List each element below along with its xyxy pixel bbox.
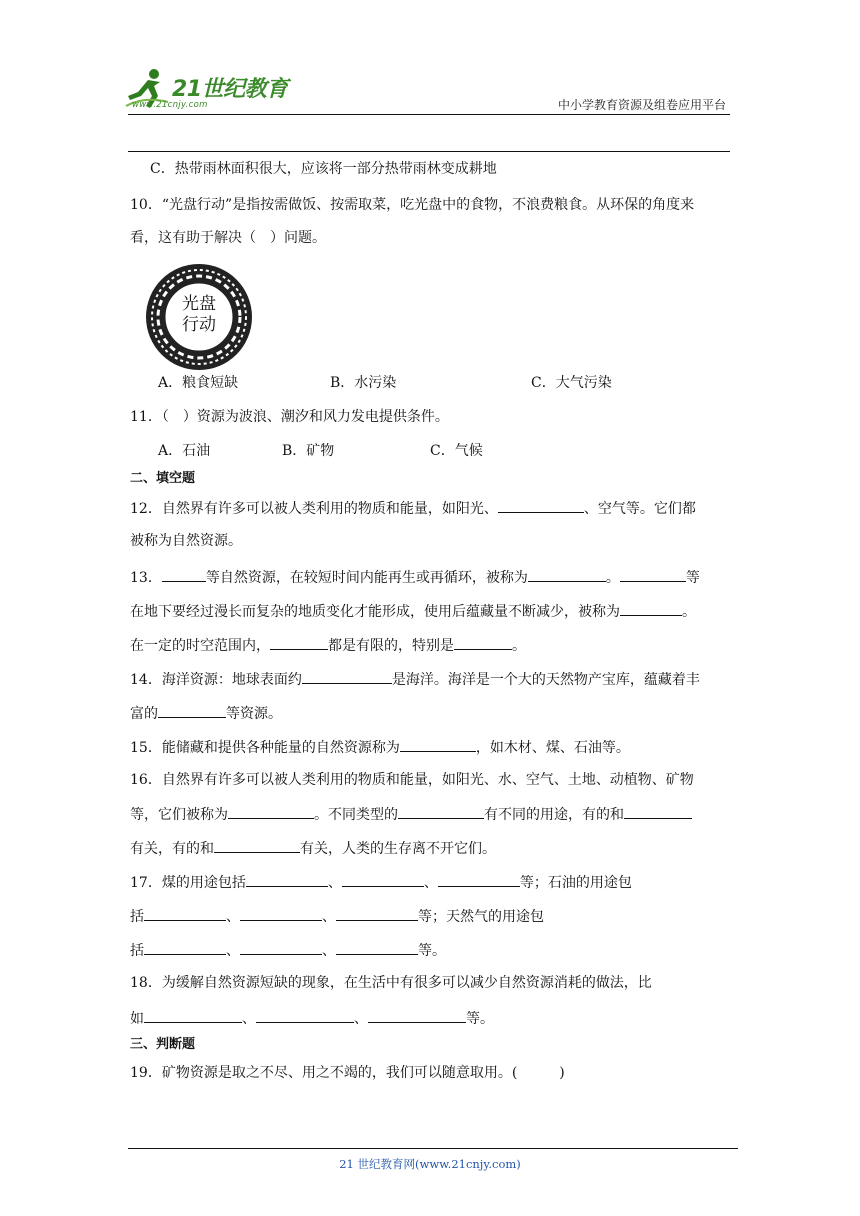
q10-stem-line1: 10．“光盘行动”是指按需做饭、按需取菜，吃光盘中的食物，不浪费粮食。从环保的角度来 [130, 197, 695, 213]
q12-line1: 12．自然界有许多可以被人类利用的物质和能量，如阳光、 、空气等。它们都 [130, 498, 730, 518]
q10-stem-line2: 看，这有助于解决（ ）问题。 [130, 230, 326, 246]
header-divider-thick [128, 151, 730, 152]
q15-line: 15．能储藏和提供各种能量的自然资源称为 ，如木材、煤、石油等。 [130, 737, 730, 757]
clean-plate-campaign-image [144, 262, 254, 372]
q11-option-a: A．石油 [158, 443, 211, 459]
q10-option-b: B．水污染 [330, 375, 397, 391]
q17-line2: 括 、 、 等；天然气的用途包 [130, 906, 730, 926]
q16-line2: 等，它们被称为 。不同类型的 有不同的用途，有的和 [130, 804, 730, 824]
q18-line1: 18．为缓解自然资源短缺的现象，在生活中有很多可以减少自然资源消耗的做法，比 [130, 975, 652, 991]
q19-stem: 19．矿物资源是取之不尽、用之不竭的，我们可以随意取用。( ) [130, 1065, 565, 1081]
site-logo [124, 66, 294, 116]
logo-text: 21世纪教育 [172, 77, 288, 102]
q11-option-b: B．矿物 [282, 443, 335, 459]
q17-line3: 括 、 、 等。 [130, 940, 730, 960]
footer-link[interactable]: 21 世纪教育网(www.21cnjy.com) [339, 1157, 521, 1171]
q16-line1: 16．自然界有许多可以被人类利用的物质和能量，如阳光、水、空气、土地、动植物、矿物 [130, 772, 694, 788]
q17-line1: 17．煤的用途包括 、 、 等；石油的用途包 [130, 872, 730, 892]
footer-divider [128, 1148, 738, 1149]
header-platform-text: 中小学教育资源及组卷应用平台 [557, 98, 726, 112]
header-divider [128, 114, 730, 115]
q14-line2: 富的 等资源。 [130, 703, 730, 723]
q11-option-c: C．气候 [430, 443, 483, 459]
q9-option-c: C．热带雨林面积很大，应该将一部分热带雨林变成耕地 [150, 161, 497, 177]
plate-text-line1: 光盘 [182, 294, 216, 314]
q12-line2: 被称为自然资源。 [130, 533, 242, 549]
q16-line3: 有关，有的和 有关，人类的生存离不开它们。 [130, 838, 730, 858]
q14-line1: 14．海洋资源：地球表面约 是海洋。海洋是一个大的天然物产宝库，蕴藏着丰 [130, 669, 730, 689]
q11-stem: 11．（ ）资源为波浪、潮汐和风力发电提供条件。 [130, 409, 449, 425]
q13-line2: 在地下要经过漫长而复杂的地质变化才能形成，使用后蕴藏量不断减少，被称为 。 [130, 601, 730, 621]
plate-text-line2: 行动 [182, 315, 216, 335]
q13-line1: 13． 等自然资源，在较短时间内能再生或再循环，被称为 。 等 [130, 567, 730, 587]
q10-option-c: C．大气污染 [531, 375, 612, 391]
section-fill-in-title: 二、填空题 [130, 471, 196, 486]
logo-url: www.21cnjy.com [132, 100, 208, 110]
q10-option-a: A．粮食短缺 [158, 375, 239, 391]
section-judgment-title: 三、判断题 [130, 1037, 196, 1052]
q13-line3: 在一定的时空范围内， 都是有限的，特别是 。 [130, 635, 730, 655]
q18-line2: 如 、 、 等。 [130, 1008, 730, 1028]
